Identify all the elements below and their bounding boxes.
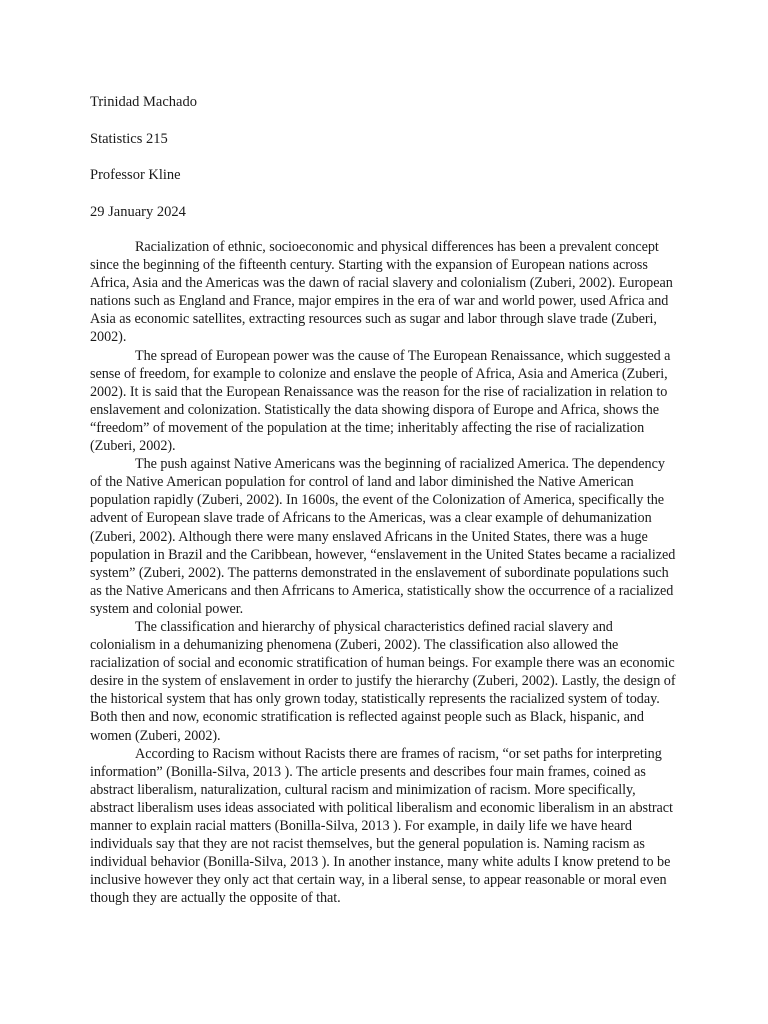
student-name: Trinidad Machado <box>90 94 197 110</box>
paragraph-1: Racialization of ethnic, socioeconomic and physical differences has been a prevalent concept since the beginning of the fifteenth century. Starting with the expansion of European nations across Africa, Asia and the Americas was the dawn of racial slavery and colonialism (Zuberi, 2002). European nations such as England and France, major empires in the era of war and world power, used Africa and Asia as economic satellites, extracting resources such as sugar and labor through slave trade (Zuberi, 2002). <box>90 239 673 346</box>
document-page <box>90 92 680 907</box>
paragraph-3: The push against Native Americans was the beginning of racialized America. The dependency of the Native American population for control of land and labor diminished the Native American population rapidly (Zuberi, 2002). In 1600s, the event of the Colonization of America, specifically the advent of European slave trade of Africans to the Americas, was a clear example of dehumanization (Zuberi, 2002). Although there were many enslaved Africans in the United States, there was a huge population in Brazil and the Caribbean, however, “enslavement in the United States became a racialized system” (Zuberi, 2002). The patterns demonstrated in the enslavement of subordinate populations such as the Native Americans and then Afrricans to America, statistically show the occurrence of a racialized system and colonial power. <box>90 456 676 617</box>
professor-name: Professor Kline <box>90 167 181 183</box>
paragraph-4: The classification and hierarchy of physical characteristics defined racial slavery and colonialism in a dehumanizing phenomena (Zuberi, 2002). The classification also allowed the racialization of social and economic stratification of human beings. For example there was an economic desire in the system of enslavement in order to justify the hierarchy (Zuberi, 2002). Lastly, the design of the historical system that has only grown today, statistically represents the racialized system of today. Both then and now, economic stratification is reflected against people such as Black, hispanic, and women (Zuberi, 2002). <box>90 618 676 744</box>
essay-body <box>90 238 680 907</box>
document-date: 29 January 2024 <box>90 203 186 220</box>
paragraph-5: According to Racism without Racists there are frames of racism, “or set paths for interpreting information” (Bonilla-Silva, 2013 ). The article presents and describes four main frames, coined as abstract liberalism, naturalization, cultural racism and minimization of racism. More specifically, abstract liberalism uses ideas associated with political liberalism and economic liberalism in an abstract manner to explain racial matters (Bonilla-Silva, 2013 ). For example, in daily life we have heard individuals say that they are not racist themselves, but the general population is. Naming racism as individual behavior (Bonilla-Silva, 2013 ). In another instance, many white adults I know pretend to be inclusive however they only act that certain way, in a liberal sense, to appear reasonable or moral even though they are actually the opposite of that. <box>90 745 673 907</box>
paragraph-2: The spread of European power was the cause of The European Renaissance, which suggested a sense of freedom, for example to colonize and enslave the people of Africa, Asia and America (Zuberi, 2002). It is said that the European Renaissance was the reason for the rise of racialization in relation to enslavement and colonization. Statistically the data showing dispora of Europe and Africa, shows the “freedom” of movement of the population at the time; inheritably affecting the rise of racialization (Zuberi, 2002). <box>90 347 671 455</box>
course-name: Statistics 215 <box>90 130 168 147</box>
